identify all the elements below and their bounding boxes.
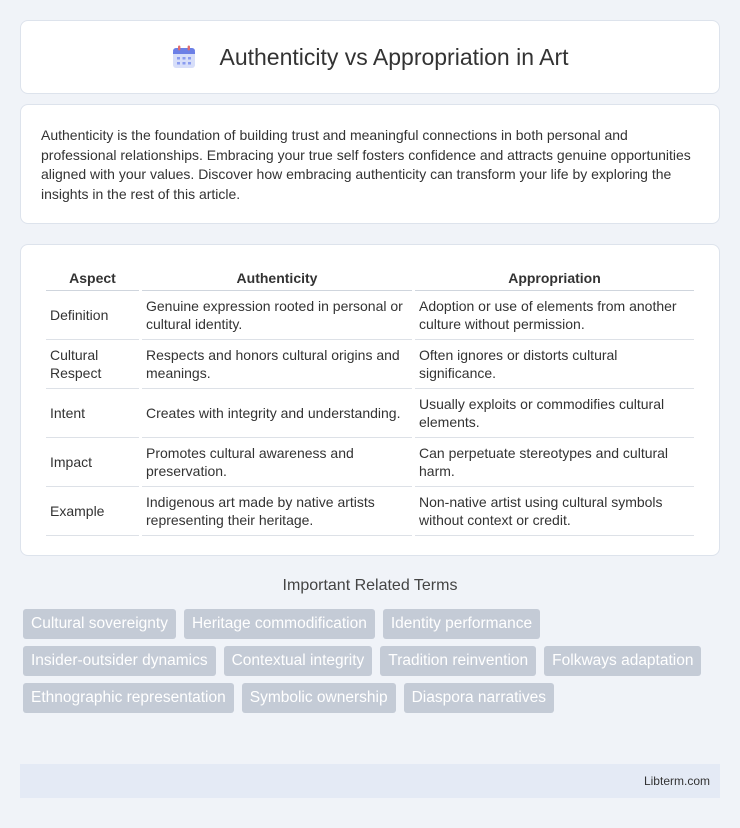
table-cell: Indigenous art made by native artists representing their heritage. bbox=[142, 487, 412, 536]
table-cell: Respects and honors cultural origins and meanings. bbox=[142, 340, 412, 389]
related-terms-list bbox=[23, 609, 703, 713]
term-tag[interactable]: Contextual integrity bbox=[224, 646, 373, 676]
table-row bbox=[46, 438, 694, 487]
calendar-icon bbox=[171, 44, 197, 70]
table-cell: Cultural Respect bbox=[46, 340, 139, 389]
table-cell: Adoption or use of elements from another culture without permission. bbox=[415, 291, 694, 340]
table-cell: Definition bbox=[46, 291, 139, 340]
table-header-row bbox=[46, 265, 694, 291]
table-row bbox=[46, 389, 694, 438]
header-appropriation: Appropriation bbox=[415, 265, 694, 291]
intro-text: Authenticity is the foundation of building trust and meaningful connections in both personal and professional relationships. Embracing your true self fosters confidence and attracts genuine opportunities aligned with your values. Discover how embracing authenticity can transform your life by exploring the insights in the rest of this article. bbox=[41, 127, 691, 202]
intro-card bbox=[20, 104, 720, 224]
table-row bbox=[46, 340, 694, 389]
term-tag[interactable]: Identity performance bbox=[383, 609, 540, 639]
comparison-table bbox=[43, 265, 697, 536]
header-aspect: Aspect bbox=[46, 265, 139, 291]
term-tag[interactable]: Folkways adaptation bbox=[544, 646, 701, 676]
table-cell: Genuine expression rooted in personal or cultural identity. bbox=[142, 291, 412, 340]
table-cell: Can perpetuate stereotypes and cultural harm. bbox=[415, 438, 694, 487]
term-tag[interactable]: Ethnographic representation bbox=[23, 683, 234, 713]
term-tag[interactable]: Tradition reinvention bbox=[380, 646, 536, 676]
table-cell: Non-native artist using cultural symbols without context or credit. bbox=[415, 487, 694, 536]
table-row bbox=[46, 487, 694, 536]
table-cell: Promotes cultural awareness and preservation. bbox=[142, 438, 412, 487]
term-tag[interactable]: Symbolic ownership bbox=[242, 683, 396, 713]
footer bbox=[20, 764, 720, 798]
header-card bbox=[20, 20, 720, 94]
term-tag[interactable]: Heritage commodification bbox=[184, 609, 375, 639]
table-cell: Example bbox=[46, 487, 139, 536]
term-tag[interactable]: Insider-outsider dynamics bbox=[23, 646, 216, 676]
term-tag[interactable]: Diaspora narratives bbox=[404, 683, 554, 713]
table-cell: Impact bbox=[46, 438, 139, 487]
table-cell: Creates with integrity and understanding. bbox=[142, 389, 412, 438]
related-terms-title: Important Related Terms bbox=[282, 577, 458, 594]
table-cell: Usually exploits or commodifies cultural elements. bbox=[415, 389, 694, 438]
header-authenticity: Authenticity bbox=[142, 265, 412, 291]
page-title: Authenticity vs Appropriation in Art bbox=[219, 43, 569, 70]
table-cell: Intent bbox=[46, 389, 139, 438]
table-cell: Often ignores or distorts cultural significance. bbox=[415, 340, 694, 389]
comparison-table-card bbox=[20, 244, 720, 556]
table-row bbox=[46, 291, 694, 340]
footer-site-link[interactable]: Libterm.com bbox=[643, 774, 710, 788]
term-tag[interactable]: Cultural sovereignty bbox=[23, 609, 176, 639]
